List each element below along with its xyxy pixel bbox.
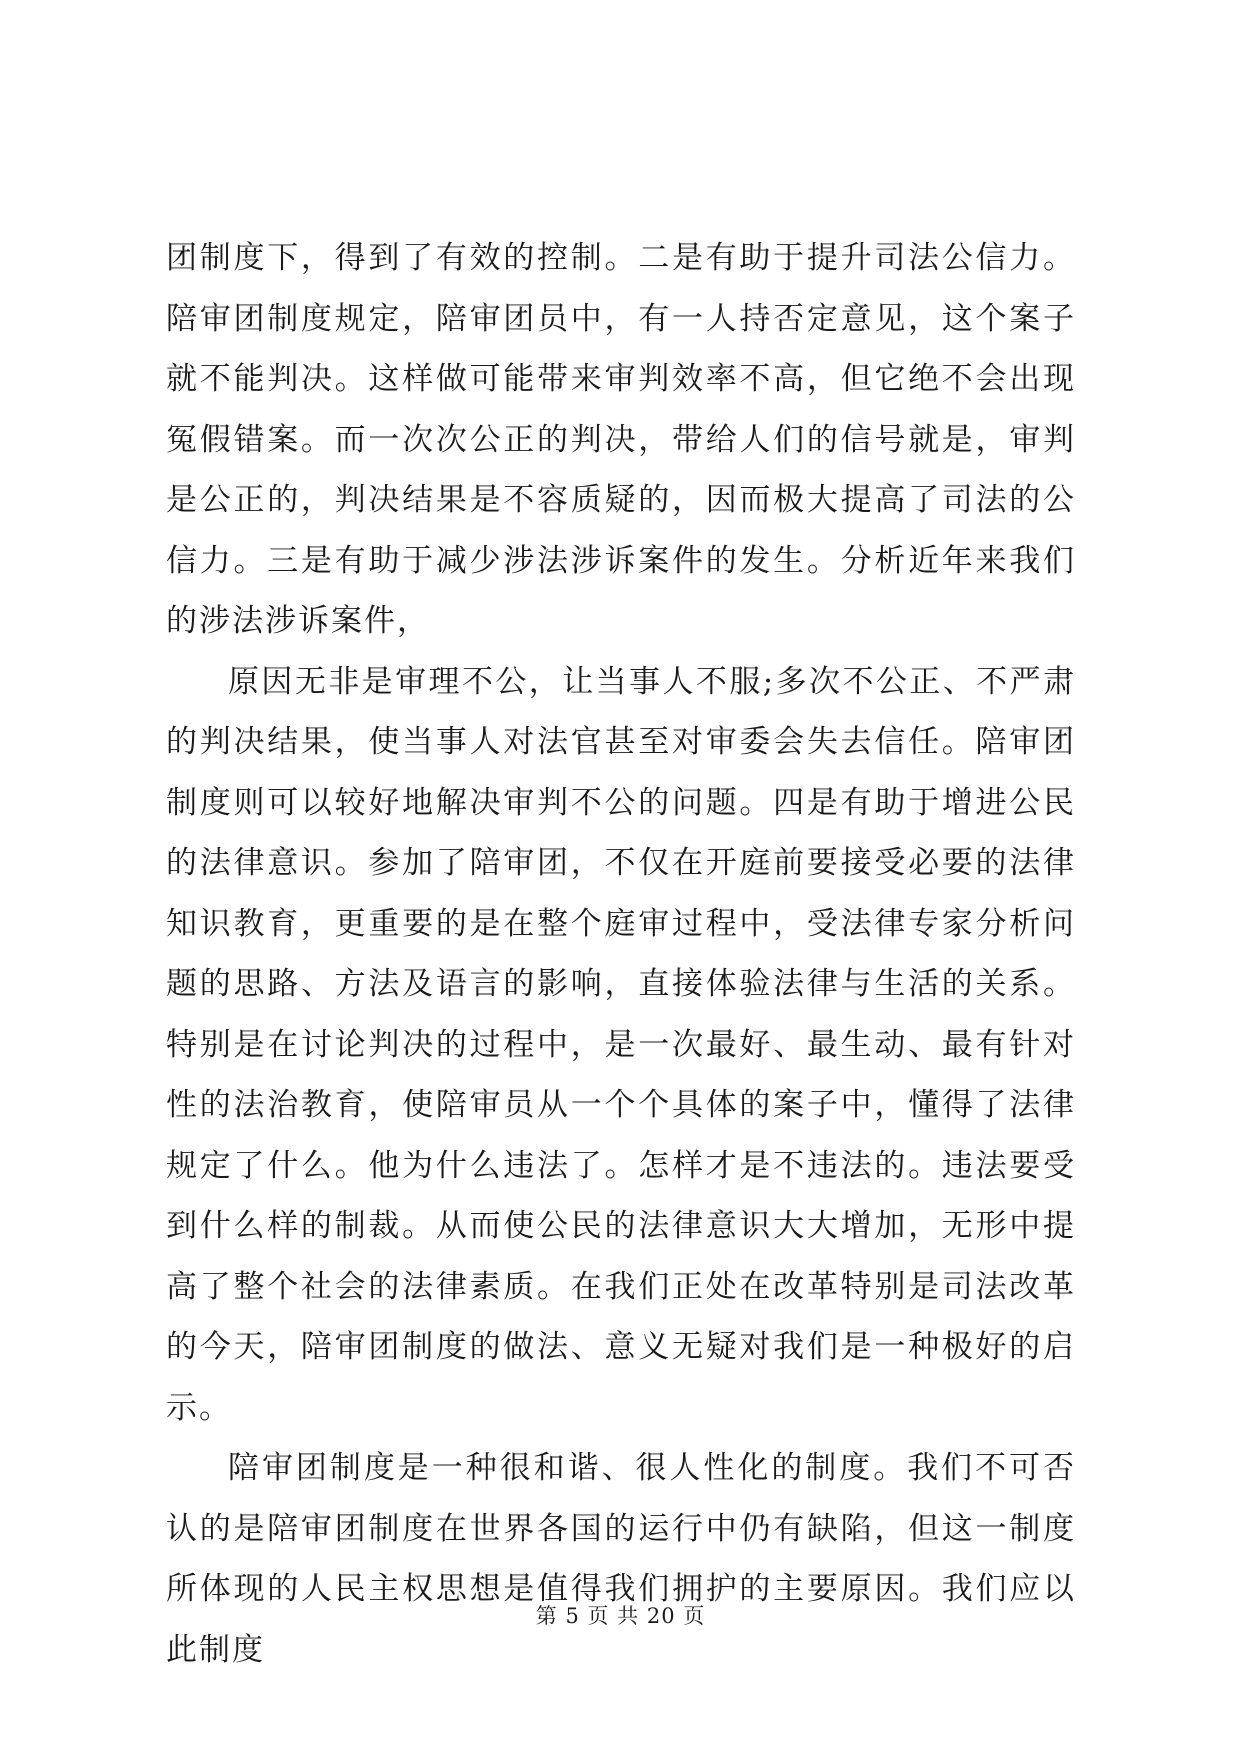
paragraph-2: 原因无非是审理不公，让当事人不服;多次不公正、不严肃的判决结果，使当事人对法官甚至对审委会失去信任。陪审团制度则可以较好地解决审判不公的问题。四是有助于增进公民的法律意识。参加了陪审团，不仅在开庭前要接受必要的法律知识教育，更重要的是在整个庭审过程中，受法律专家分析问题的思路、方法及语言的影响，直接体验法律与生活的关系。特别是在讨论判决的过程中，是一次最好、最生动、最有针对性的法治教育，使陪审员从一个个具体的案子中，懂得了法律规定了什么。他为什么违法了。怎样才是不违法的。违法要受到什么样的制裁。从而使公民的法律意识大大增加，无形中提高了整个社会的法律素质。在我们正处在改革特别是司法改革的今天，陪审团制度的做法、意义无疑对我们是一种极好的启示。	[166, 663, 1076, 1426]
document-body	[166, 228, 1076, 1680]
page-number-footer: 第 5 页 共 20 页	[535, 1604, 706, 1628]
paragraph-3: 陪审团制度是一种很和谐、很人性化的制度。我们不可否认的是陪审团制度在世界各国的运行中仍有缺陷，但这一制度所体现的人民主权思想是值得我们拥护的主要原因。我们应以此制度	[166, 1450, 1076, 1668]
paragraph-1: 团制度下，得到了有效的控制。二是有助于提升司法公信力。陪审团制度规定，陪审团员中，有一人持否定意见，这个案子就不能判决。这样做可能带来审判效率不高，但它绝不会出现冤假错案。而一次次公正的判决，带给人们的信号就是，审判是公正的，判决结果是不容质疑的，因而极大提高了司法的公信力。三是有助于减少涉法涉诉案件的发生。分析近年来我们的涉法涉诉案件，	[166, 240, 1076, 639]
